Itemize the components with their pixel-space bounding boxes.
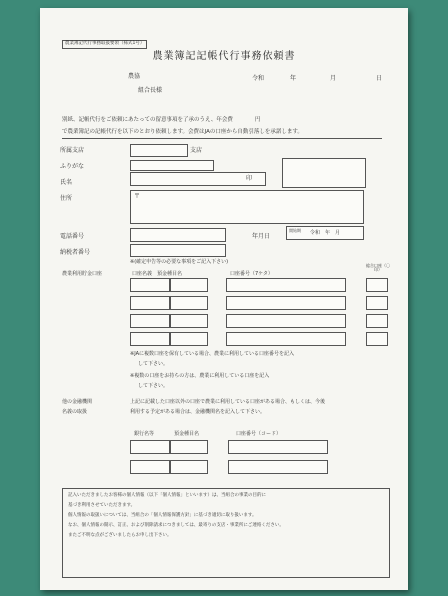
other-col1-header: 銀行名等 xyxy=(134,431,155,437)
date-month: 月 xyxy=(330,75,337,82)
tax-note: ※(確定申告等の必要な事項をご記入下さい) xyxy=(130,259,229,265)
col-number-header: 口座番号（7ケタ） xyxy=(230,271,273,277)
furigana-label: ふりがな xyxy=(60,163,85,170)
branch-input[interactable] xyxy=(130,144,188,157)
date-day: 日 xyxy=(376,75,383,82)
note-1b: して下さい。 xyxy=(138,361,169,367)
fiscal-box-value: 令和 年 月 xyxy=(310,230,341,236)
account-type-cell[interactable] xyxy=(170,278,208,292)
form-paper xyxy=(40,8,408,590)
fiscal-box-label: 開始期 xyxy=(289,228,301,233)
branch-label: 所属支店 xyxy=(60,147,85,154)
account-number-cell[interactable] xyxy=(226,314,346,328)
date-year: 年 xyxy=(290,75,297,82)
account-number-cell[interactable] xyxy=(226,332,346,346)
note-1: ※JAに複数口座を保有している場合、農業に利用している口座番号を記入 xyxy=(130,351,295,357)
account-type-cell[interactable] xyxy=(170,314,208,328)
address-input[interactable] xyxy=(130,190,364,224)
notice-line2: 基づき利用させていただきます。 xyxy=(68,503,136,508)
form-title: 農業簿記記帳代行事務依頼書 xyxy=(152,51,296,62)
notice-line4: なお、個人情報の開示、訂正、および削除請求につきましては、最寄りの支店・事業所にご連絡ください。 xyxy=(68,523,284,528)
branch-suffix: 支店 xyxy=(190,147,203,154)
notice-line3: 個人情報の取扱いについては、当組合の「個人情報保護方針」に基づき適切に取り扱います。 xyxy=(68,513,257,518)
tax-id-input[interactable] xyxy=(130,244,226,257)
account-name-cell[interactable] xyxy=(130,296,170,310)
other-bank-type-cell[interactable] xyxy=(170,460,208,474)
account-type-cell[interactable] xyxy=(170,296,208,310)
account-name-cell[interactable] xyxy=(130,332,170,346)
member-no-input[interactable] xyxy=(282,158,366,188)
date-era: 令和 xyxy=(252,75,265,82)
fiscal-label: 年月日 xyxy=(252,233,271,240)
other-col3-header: 口座番号（コード） xyxy=(236,431,282,437)
note-2: ※複数の口座をお持ちの方は、農業に利用している口座を記入 xyxy=(130,373,270,379)
intro-underline xyxy=(62,138,382,139)
account-type-cell[interactable] xyxy=(170,332,208,346)
account-name-cell[interactable] xyxy=(130,314,170,328)
addressee-line1: 農協 xyxy=(128,73,141,80)
account-check-cell[interactable] xyxy=(366,314,388,328)
note-2b: して下さい。 xyxy=(138,383,169,389)
other-bank-number-cell[interactable] xyxy=(228,460,328,474)
notice-line1: 記入いただきましたお客様の個人情報（以下「個人情報」といいます）は、当組合の事業の目的に xyxy=(68,493,266,498)
other-bank-label2: 名義の取扱 xyxy=(62,409,88,415)
col-branch-header: 口座名義 預金種目名 xyxy=(132,271,183,277)
phone-label: 電話番号 xyxy=(60,233,85,240)
tax-id-label: 納税者番号 xyxy=(60,249,91,256)
other-bank-type-cell[interactable] xyxy=(170,440,208,454)
other-bank-name-cell[interactable] xyxy=(130,440,170,454)
col-check-header: 総合口座（〇印） xyxy=(366,263,390,272)
other-col2-header: 預金種目名 xyxy=(174,431,200,437)
account-number-cell[interactable] xyxy=(226,296,346,310)
account-check-cell[interactable] xyxy=(366,332,388,346)
accounts-label: 農業利用貯金口座 xyxy=(62,271,103,277)
furigana-input[interactable] xyxy=(130,160,214,171)
intro-line2: で農業簿記の記帳代行を以下のとおり依頼します。会費はJAの口座から自動引落しを承諾します。 xyxy=(62,129,303,135)
intro-line1: 別紙、記帳代行をご依頼にあたっての留意事項を了承のうえ、年会費 円 xyxy=(62,117,261,123)
account-number-cell[interactable] xyxy=(226,278,346,292)
postal-mark: 〒 xyxy=(134,193,141,200)
other-bank-number-cell[interactable] xyxy=(228,440,328,454)
other-bank-name-cell[interactable] xyxy=(130,460,170,474)
account-name-cell[interactable] xyxy=(130,278,170,292)
addressee-line2: 組合長様 xyxy=(138,87,163,94)
notice-line5: またご不明な点がございましたらお申し出下さい。 xyxy=(68,533,172,538)
other-bank-text2: 利用する予定がある場合は、金融機関名を記入して下さい。 xyxy=(130,409,266,415)
address-label: 住所 xyxy=(60,195,73,202)
seal-mark: 印 xyxy=(246,175,253,182)
account-check-cell[interactable] xyxy=(366,278,388,292)
other-bank-label1: 他の金融機関 xyxy=(62,399,93,405)
phone-input[interactable] xyxy=(130,228,226,242)
other-bank-text1: 上記に記載した口座以外の口座で農業に利用している口座がある場合、もしくは、今後 xyxy=(130,399,326,405)
account-check-cell[interactable] xyxy=(366,296,388,310)
name-label: 氏名 xyxy=(60,179,73,186)
form-code: 農業簿記代行事務取扱要領（様式1号） xyxy=(62,40,147,49)
